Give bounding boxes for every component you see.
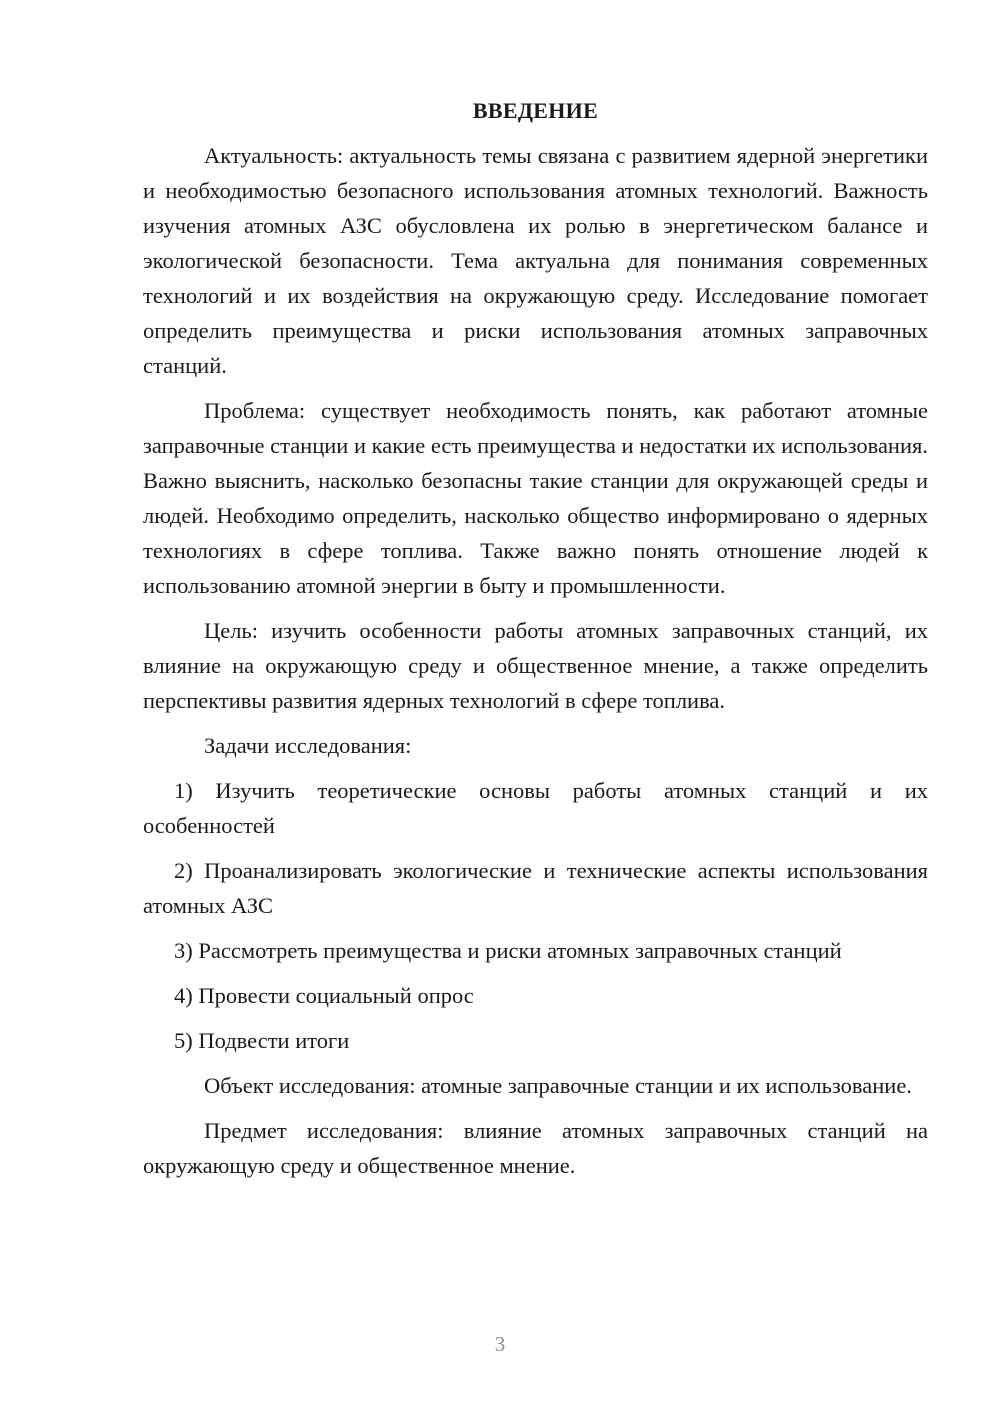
paragraph-subject: Предмет исследования: влияние атомных заправочных станций на окружающую среду и общественное мнение.	[143, 1118, 928, 1178]
section-heading: ВВЕДЕНИЕ	[472, 98, 599, 123]
paragraph-object: Объект исследования: атомные заправочные станции и их использование.	[204, 1073, 912, 1098]
list-item: 4) Провести социальный опрос	[174, 983, 474, 1008]
list-item: 1) Изучить теоретические основы работы атомных станций и их особенностей	[143, 778, 928, 838]
page-content	[143, 96, 928, 1193]
page-number: 3	[494, 1332, 506, 1356]
paragraph-tasks-intro: Задачи исследования:	[204, 733, 412, 758]
list-item: 3) Рассмотреть преимущества и риски атомных заправочных станций	[174, 938, 842, 963]
tasks-list	[143, 773, 928, 1058]
paragraph-problem: Проблема: существует необходимость понять, как работают атомные заправочные станции и какие есть преимущества и недостатки их использования. Важно выяснить, насколько безопасны такие станции для окружающей среды и людей. Необходимо определить, насколько общество информировано о ядерных технологиях в сфере топлива. Также важно понять отношение людей к использованию атомной энергии в быту и промышленности.	[143, 398, 928, 598]
paragraph-relevance: Актуальность: актуальность темы связана с развитием ядерной энергетики и необходимостью безопасного использования атомных технологий. Важность изучения атомных АЗС обусловлена их ролью в энергетическом балансе и экологической безопасности. Тема актуальна для понимания современных технологий и их воздействия на окружающую среду. Исследование помогает определить преимущества и риски использования атомных заправочных станций.	[143, 143, 928, 378]
list-item: 5) Подвести итоги	[174, 1028, 350, 1053]
paragraph-goal: Цель: изучить особенности работы атомных заправочных станций, их влияние на окружающую среду и общественное мнение, а также определить перспективы развития ядерных технологий в сфере топлива.	[143, 618, 928, 713]
list-item: 2) Проанализировать экологические и технические аспекты использования атомных АЗС	[143, 858, 928, 918]
